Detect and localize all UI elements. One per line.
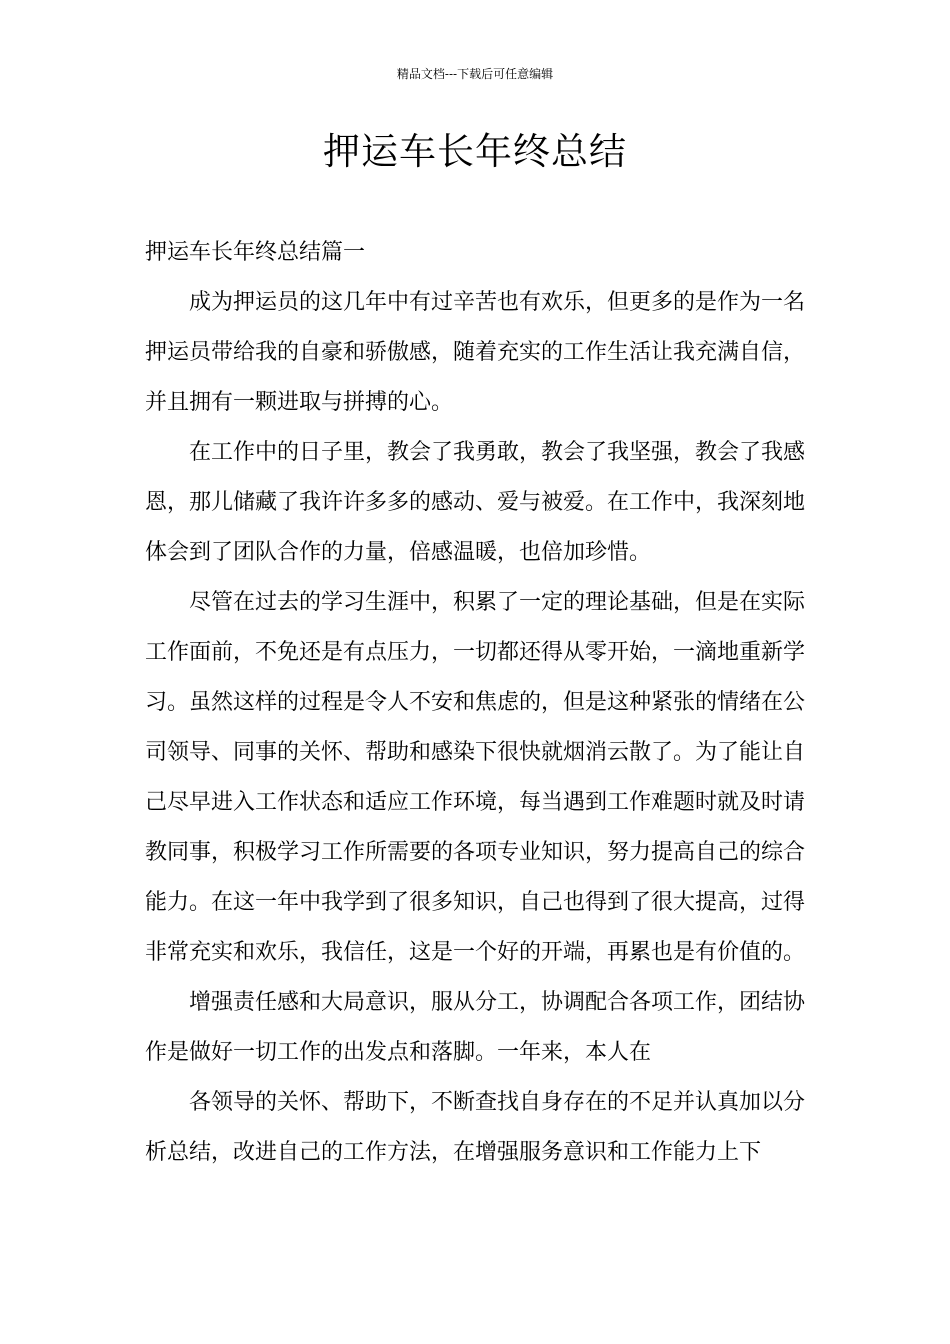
header-note: 精品文档---下载后可任意编辑 xyxy=(396,67,554,81)
document-title: 押运车长年终总结 xyxy=(323,130,627,173)
section-heading: 押运车长年终总结篇一 xyxy=(145,240,366,265)
paragraph: 在工作中的日子里，教会了我勇敢，教会了我坚强，教会了我感恩，那儿储藏了我许许多多的感动、爱与被爱。在工作中，我深刻地体会到了团队合作的力量，倍感温暖，也倍加珍惜。 xyxy=(145,440,806,565)
document-body xyxy=(145,228,805,1178)
paragraph: 尽管在过去的学习生涯中，积累了一定的理论基础，但是在实际工作面前，不免还是有点压力，一切都还得从零开始，一滴地重新学习。虽然这样的过程是令人不安和焦虑的，但是这种紧张的情绪在公司领导、同事的关怀、帮助和感染下很快就烟消云散了。为了能让自己尽早进入工作状态和适应工作环境，每当遇到工作难题时就及时请教同事，积极学习工作所需要的各项专业知识，努力提高自己的综合能力。在这一年中我学到了很多知识，自己也得到了很大提高，过得非常充实和欢乐，我信任，这是一个好的开端，再累也是有价值的。 xyxy=(145,590,806,965)
paragraph: 成为押运员的这几年中有过辛苦也有欢乐，但更多的是作为一名押运员带给我的自豪和骄傲感，随着充实的工作生活让我充满自信，并且拥有一颗进取与拼搏的心。 xyxy=(145,290,806,415)
paragraph: 增强责任感和大局意识，服从分工，协调配合各项工作，团结协作是做好一切工作的出发点和落脚。一年来，本人在 xyxy=(145,990,806,1065)
paragraph: 各领导的关怀、帮助下，不断查找自身存在的不足并认真加以分析总结，改进自己的工作方法，在增强服务意识和工作能力上下 xyxy=(145,1090,806,1165)
